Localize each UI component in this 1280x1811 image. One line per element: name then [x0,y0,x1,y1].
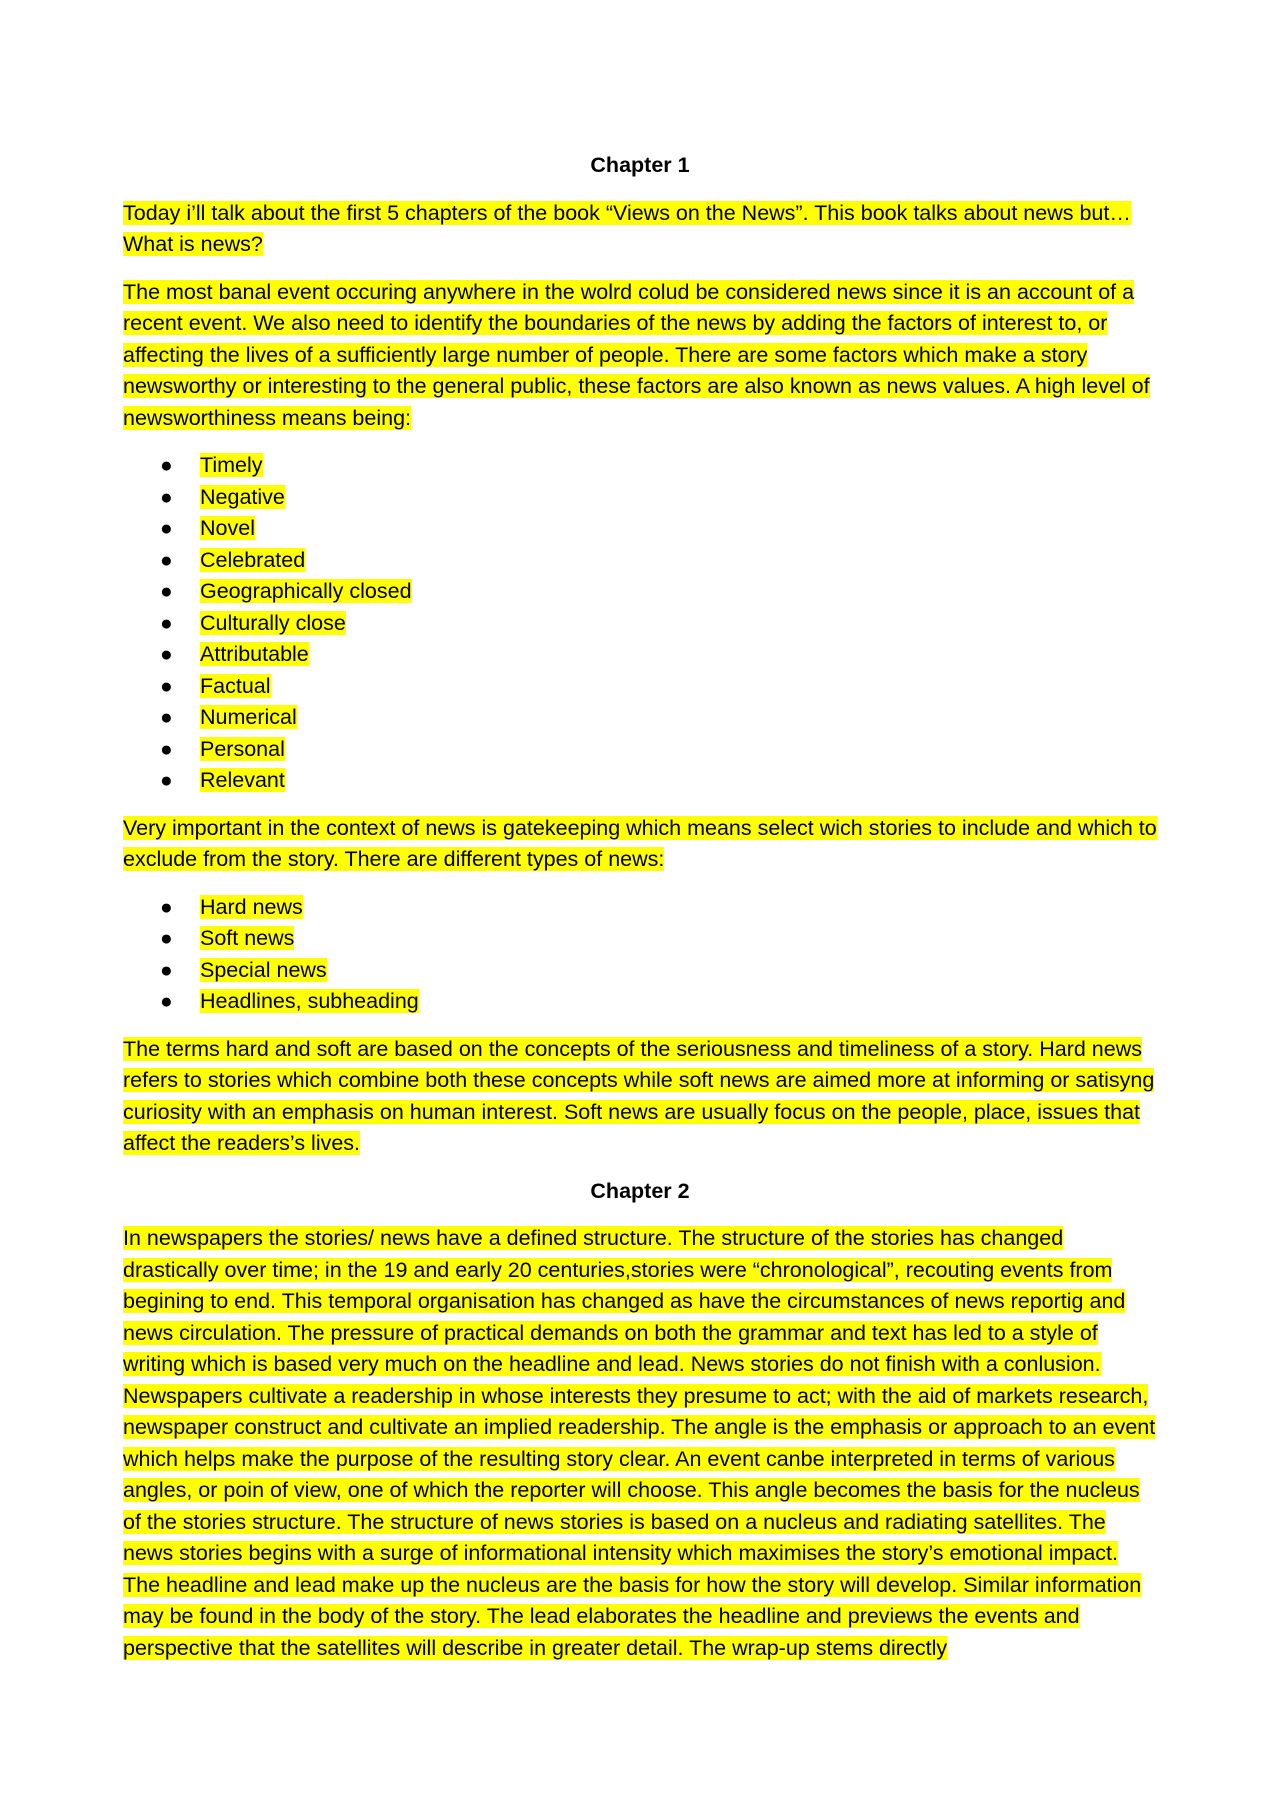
bullet-icon: ● [160,611,173,635]
paragraph-text: In newspapers the stories/ news have a defined structure. The structure of the stories has changed drastically over time; in the 19 and early 20 centuries,stories were “chronological”, recouting events from begining to end. This temporal organisation has changed as have the circumstances of news reportig and news circulation. The pressure of practical demands on both the grammar and text has led to a style of writing which is based very much on the headline and lead. News stories do not finish with a conlusion. Newspapers cultivate a readership in whose interests they presume to act; with the aid of markets research, newspaper construct and cultivate an implied readership. The angle is the emphasis or approach to an event which helps make the purpose of the resulting story clear. An event canbe interpreted in terms of various angles, or poin of view, one of which the reporter will choose. This angle becomes the basis for the nucleus of the stories structure. The structure of news stories is based on a nucleus and radiating satellites. The news stories begins with a surge of informational intensity which maximises the story’s emotional impact. The headline and lead make up the nucleus are the basis for how the story will develop. Similar information may be found in the body of the story. The lead elaborates the headline and previews the events and perspective that the satellites will describe in greater detail. The wrap-up stems directly [123,1226,1156,1660]
bullet-icon: ● [160,485,173,509]
list-item: ● Timely [123,450,1157,482]
bullet-icon: ● [160,927,173,950]
bullet-icon: ● [160,454,173,477]
paragraph-text: The most banal event occuring anywhere in the wolrd colud be considered news since it is an account of a recent event. We also need to identify the boundaries of the news by adding the factors of interest to, or affecting the lives of a sufficiently large number of people. There are some factors which make a story newsworthy or interesting to the general public, these factors are also known as news values. A high level of newsworthiness means being: [123,279,1150,430]
bullet-icon: ● [160,643,173,666]
chapter-1-title: Chapter 1 [590,153,690,177]
chapter-1-paragraph-2 [123,813,1157,876]
list-item: ● Attributable [123,639,1157,671]
list-item: ● Personal [123,734,1157,766]
paragraph-text: The terms hard and soft are based on the concepts of the seriousness and timeliness of a story. Hard news refers to stories which combine both these concepts while soft news are aimed more at informing or satisyng curiosity with an emphasis on human interest. Soft news are usually focus on the people, place, issues that affect the readers’s lives. [123,1036,1155,1155]
chapter-1-paragraph-3 [123,1034,1157,1160]
bullet-icon: ● [160,737,173,761]
bullet-icon: ● [160,958,173,982]
paragraph-text: Very important in the context of news is gatekeeping which means select wich stories to include and which to exclude from the story. There are different types of news: [123,815,1157,871]
list-item: ● Celebrated [123,545,1157,577]
bullet-icon: ● [160,769,173,792]
list-item: ● Novel [123,513,1157,545]
intro-text: Today i’ll talk about the first 5 chapters of the book “Views on the News”. This book talks about news but… What is news? [123,200,1131,256]
bullet-icon: ● [160,895,173,919]
list-item: ● Soft news [123,923,1157,955]
list-item: ● Headlines, subheading [123,986,1157,1018]
list-item: ● Numerical [123,702,1157,734]
list-item: ● Relevant [123,765,1157,797]
bullet-icon: ● [160,674,173,698]
news-types-list [123,892,1157,1018]
list-item: ● Geographically closed [123,576,1157,608]
document-page [123,150,1157,1680]
chapter-2-paragraph-1 [123,1223,1157,1664]
bullet-icon: ● [160,580,173,603]
bullet-icon: ● [160,517,173,540]
bullet-icon: ● [160,548,173,572]
chapter-2-title: Chapter 2 [590,1178,690,1203]
chapter-1-paragraph-1 [123,277,1157,435]
list-item: ● Factual [123,671,1157,703]
chapter-1-intro [123,198,1157,261]
list-item: ● Culturally close [123,608,1157,640]
list-item: ● Hard news [123,892,1157,924]
news-values-list [123,450,1157,797]
list-item: ● Special news [123,955,1157,987]
list-item: ● Negative [123,482,1157,514]
bullet-icon: ● [160,706,173,729]
bullet-icon: ● [160,990,173,1013]
